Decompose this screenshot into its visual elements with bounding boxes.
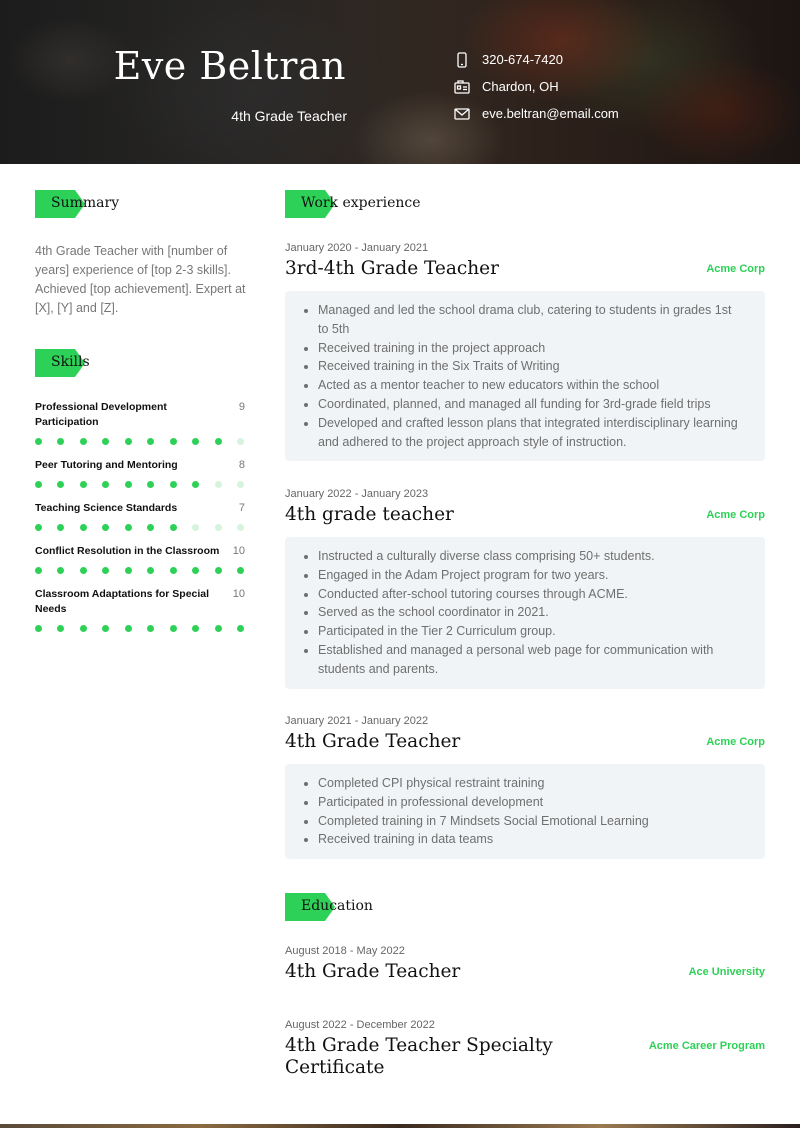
contact-location [454,73,619,100]
rating-dot-filled [102,567,109,574]
entry-role: 3rd-4th Grade Teacher [285,258,499,279]
skill-name: Classroom Adaptations for Special Needs [35,588,210,615]
entry-date: January 2020 - January 2021 [285,242,429,254]
rating-dot-filled [147,567,154,574]
entry-bullets [285,291,765,461]
skill-score: 7 [238,502,245,514]
rating-dot-filled [170,481,177,488]
entry-bullets [285,537,765,689]
skill-rating [35,524,244,531]
candidate-name: Eve Beltran [113,44,346,88]
rating-dot-filled [147,481,154,488]
rating-dot-filled [192,438,199,445]
rating-dot-filled [192,567,199,574]
entry-date: August 2018 - May 2022 [285,945,405,957]
skill-name: Professional Development Participation [35,401,167,428]
entry-date: August 2022 - December 2022 [285,1019,435,1031]
bullet-item: • Established and managed a personal web page for communication with students and parents. [318,641,741,679]
bullet-item: • Received training in data teams [318,830,741,849]
rating-dot-empty [215,481,222,488]
rating-dot-filled [102,438,109,445]
rating-dot-empty [237,524,244,531]
rating-dot-filled [215,625,222,632]
rating-dot-filled [57,625,64,632]
rating-dot-filled [147,625,154,632]
contact-list [454,46,619,127]
skill-name: Peer Tutoring and Mentoring [35,459,178,471]
entry-role: 4th Grade Teacher Specialty Certificate [285,1035,553,1078]
bullet-item: • Managed and led the school drama club, catering to students in grades 1st to 5th [318,301,741,339]
bullet-item: • Coordinated, planned, and managed all funding for 3rd-grade field trips [318,395,741,414]
skill-rating [35,625,244,632]
section-title-summary: Summary [51,195,120,211]
rating-dot-filled [170,524,177,531]
rating-dot-empty [192,524,199,531]
rating-dot-filled [35,481,42,488]
rating-dot-filled [80,524,87,531]
skill-item [35,544,245,574]
skill-score: 10 [232,545,245,557]
bullet-item: • Developed and crafted lesson plans that integrated interdisciplinary learning and adhered to the project approach style of instruction. [318,414,741,452]
rating-dot-filled [192,625,199,632]
entry-role: 4th Grade Teacher [285,731,461,752]
entry-date: January 2022 - January 2023 [285,488,429,500]
work-entry [285,488,765,689]
rating-dot-filled [57,524,64,531]
rating-dot-filled [170,567,177,574]
location-text: Chardon, OH [482,79,559,94]
rating-dot-filled [35,567,42,574]
skill-rating [35,567,244,574]
entry-org: Acme Corp [706,509,765,521]
skill-rating [35,438,244,445]
rating-dot-filled [80,438,87,445]
bullet-item: • Received training in the project approach [318,339,741,358]
entry-date: January 2021 - January 2022 [285,715,429,727]
rating-dot-filled [147,524,154,531]
rating-dot-filled [147,438,154,445]
skill-item [35,400,245,445]
summary-text: 4th Grade Teacher with [number of years] experience of [top 2-3 skills]. Achieved [top achievement]. Expert at [X], [Y] and [Z]. [35,244,246,315]
rating-dot-empty [237,438,244,445]
rating-dot-empty [237,481,244,488]
rating-dot-filled [35,524,42,531]
section-title-skills: Skills [51,354,90,370]
work-entry [285,715,765,859]
rating-dot-filled [125,438,132,445]
bullet-item: • Instructed a culturally diverse class comprising 50+ students. [318,547,741,566]
education-entry [285,945,765,983]
rating-dot-filled [125,524,132,531]
skill-name: Conflict Resolution in the Classroom [35,545,220,557]
email-icon [454,106,470,122]
section-title-work: Work experience [301,195,421,211]
header-banner [0,0,800,164]
bullet-item: • Engaged in the Adam Project program for two years. [318,566,741,585]
rating-dot-filled [102,524,109,531]
footer-strip [0,1124,800,1128]
rating-dot-filled [237,567,244,574]
rating-dot-filled [170,438,177,445]
education-entry [285,1019,765,1079]
contact-phone [454,46,619,73]
rating-dot-filled [125,625,132,632]
entry-role: 4th grade teacher [285,504,454,525]
rating-dot-filled [35,438,42,445]
rating-dot-filled [57,567,64,574]
skill-rating [35,481,244,488]
skill-item [35,501,245,531]
rating-dot-empty [215,524,222,531]
rating-dot-filled [170,625,177,632]
rating-dot-filled [215,567,222,574]
rating-dot-filled [215,438,222,445]
rating-dot-filled [80,567,87,574]
bullet-item: • Participated in professional development [318,793,741,812]
email-text[interactable]: eve.beltran@email.com [482,106,619,121]
entry-org: Acme Corp [706,736,765,748]
phone-icon [454,52,470,68]
skill-item [35,587,245,632]
entry-org: Ace University [688,966,765,978]
rating-dot-filled [80,481,87,488]
rating-dot-filled [102,625,109,632]
rating-dot-filled [192,481,199,488]
skill-name: Teaching Science Standards [35,502,178,514]
bullet-item: • Completed training in 7 Mindsets Social Emotional Learning [318,812,741,831]
entry-role: 4th Grade Teacher [285,961,461,982]
contact-email[interactable] [454,100,619,127]
bullet-item: • Received training in the Six Traits of Writing [318,357,741,376]
rating-dot-filled [125,567,132,574]
skill-score: 10 [232,588,245,600]
rating-dot-filled [125,481,132,488]
bullet-item: • Conducted after-school tutoring courses through ACME. [318,585,741,604]
candidate-title: 4th Grade Teacher [231,108,347,124]
rating-dot-filled [57,438,64,445]
entry-bullets [285,764,765,859]
bullet-item: • Served as the school coordinator in 2021. [318,603,741,622]
skills-list [35,400,245,645]
phone-text: 320-674-7420 [482,52,563,67]
skill-item [35,458,245,488]
skill-score: 8 [238,459,245,471]
rating-dot-filled [57,481,64,488]
rating-dot-filled [237,625,244,632]
work-entry [285,242,765,461]
skill-score: 9 [238,401,245,413]
entry-org: Acme Corp [706,263,765,275]
rating-dot-filled [102,481,109,488]
location-icon [454,79,470,95]
entry-org: Acme Career Program [648,1040,765,1052]
bullet-item: • Completed CPI physical restraint training [318,774,741,793]
bullet-item: • Acted as a mentor teacher to new educators within the school [318,376,741,395]
rating-dot-filled [80,625,87,632]
section-title-education: Education [301,898,373,914]
bullet-item: • Participated in the Tier 2 Curriculum group. [318,622,741,641]
rating-dot-filled [35,625,42,632]
